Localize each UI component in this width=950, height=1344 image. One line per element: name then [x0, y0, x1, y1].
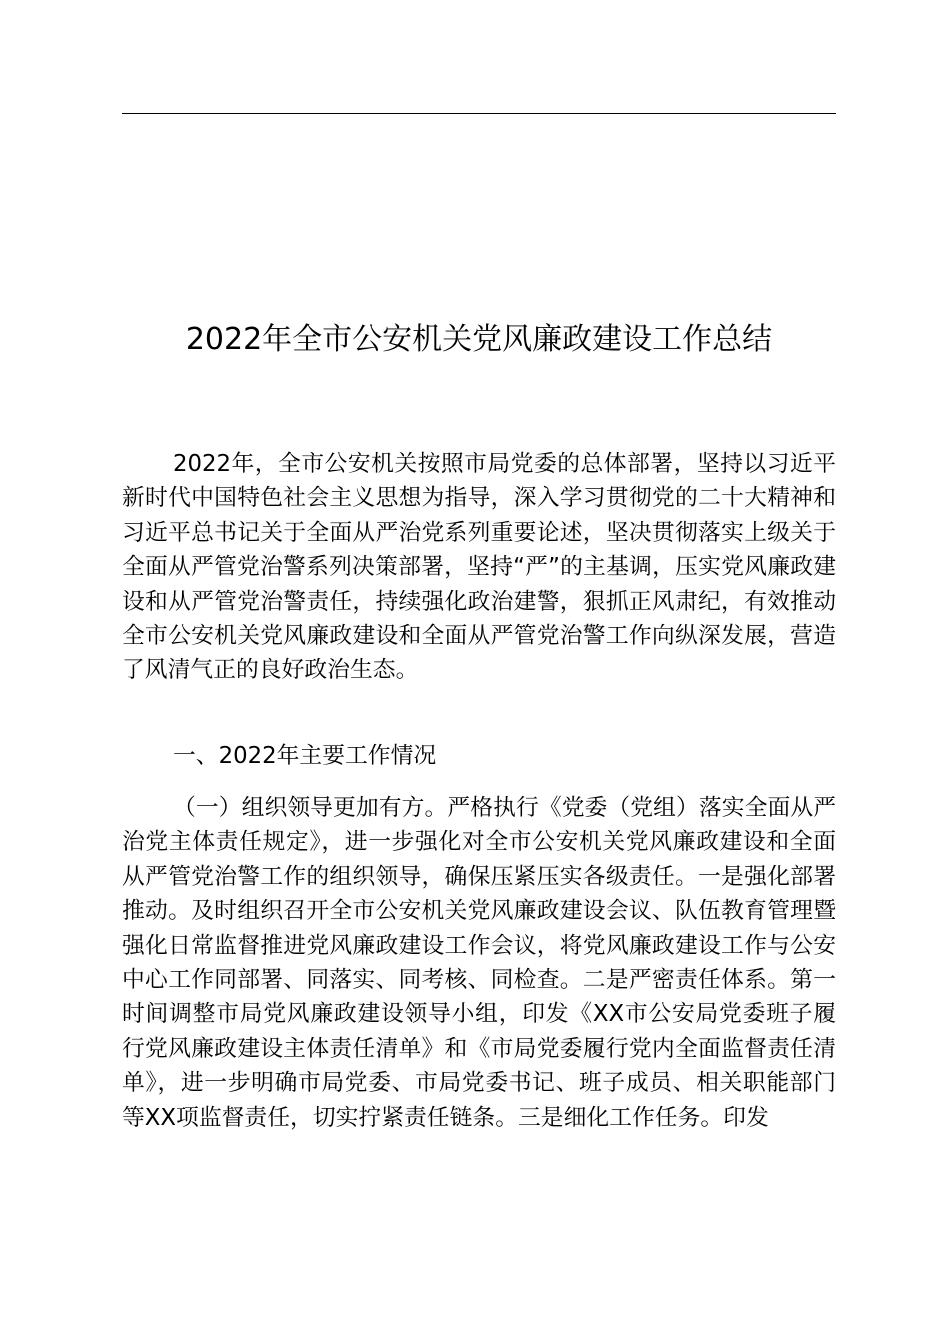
section-heading: 一、2022年主要工作情况	[173, 743, 437, 769]
intro-paragraph: 2022年，全市公安机关按照市局党委的总体部署，坚持以习近平新时代中国特色社会主义思想为指导，深入学习贯彻党的二十大精神和习近平总书记关于全面从严治党系列重要论述，坚决贯彻落实上级关于全面从严管党治警系列决策部署，坚持“严”的主基调，压实党风廉政建设和从严管党治警责任，持续强化政治建警，狠抓正风肃纪，有效推动全市公安机关党风廉政建设和全面从严管党治警工作向纵深发展，营造了风清气正的良好政治生态。	[122, 451, 836, 684]
document-title: 2022年全市公安机关党风廉政建设工作总结	[185, 322, 773, 357]
section-one-paragraph: （一）组织领导更加有方。严格执行《党委（党组）落实全面从严治党主体责任规定》，进一步强化对全市公安机关党风廉政建设和全面从严管党治警工作的组织领导，确保压紧压实各级责任。一是强化部署推动。及时组织召开全市公安机关党风廉政建设会议、队伍教育管理暨强化日常监督推进党风廉政建设工作会议，将党风廉政建设工作与公安中心工作同部署、同落实、同考核、同检查。二是严密责任体系。第一时间调整市局党风廉政建设领导小组，印发《XX市公安局党委班子履行党风廉政建设主体责任清单》和《市局党委履行党内全面监督责任清单》，进一步明确市局党委、市局党委书记、班子成员、相关职能部门等XX项监督责任，切实拧紧责任链条。三是细化工作任务。印发	[122, 795, 836, 1131]
header-rule	[122, 113, 836, 114]
